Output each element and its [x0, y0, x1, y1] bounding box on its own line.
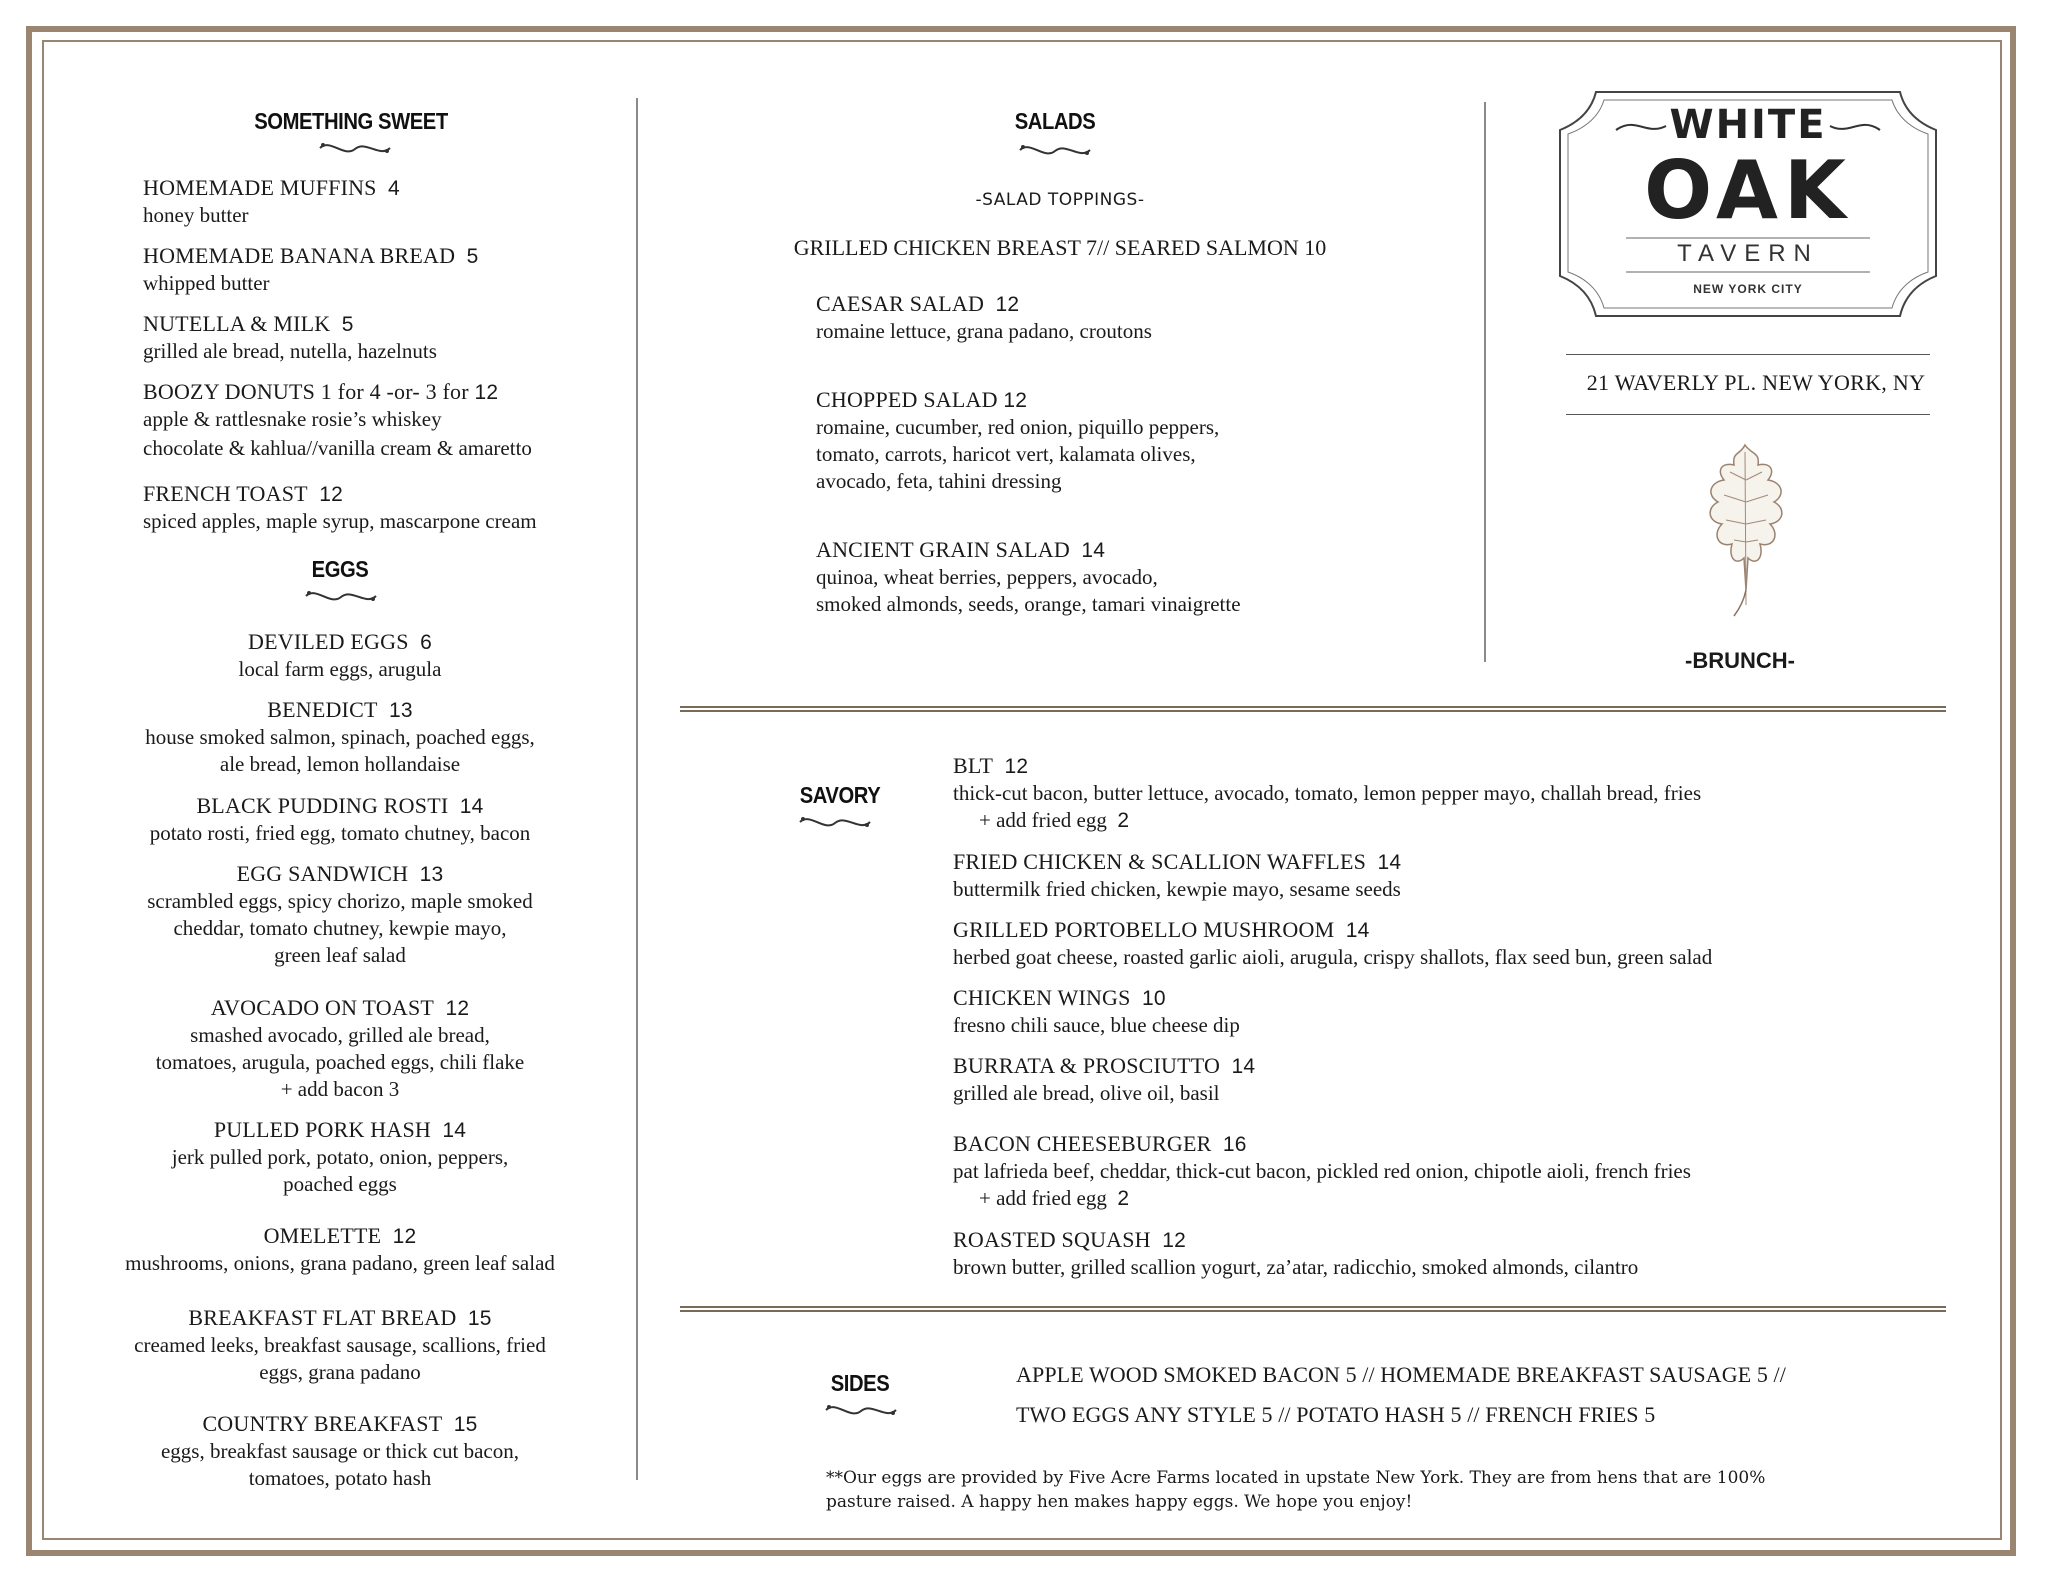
- item-description: quinoa, wheat berries, peppers, avocado,: [816, 565, 1158, 589]
- menu-item-pulled-pork-hash: [70, 1116, 610, 1198]
- item-description: creamed leeks, breakfast sausage, scallions, fried: [134, 1333, 546, 1357]
- restaurant-address: 21 WAVERLY PL. NEW YORK, NY: [1586, 370, 1926, 395]
- item-description: brown butter, grilled scallion yogurt, za’atar, radicchio, smoked almonds, cilantro: [953, 1255, 1639, 1279]
- item-price: 14: [1231, 1055, 1256, 1078]
- menu-item-blt: [953, 752, 1953, 834]
- item-description: house smoked salmon, spinach, poached eggs,: [145, 725, 535, 749]
- item-name: BLACK PUDDING ROSTI: [196, 793, 449, 818]
- item-price: 12: [1162, 1229, 1186, 1252]
- item-name: BENEDICT: [267, 697, 378, 722]
- section-heading-sides: SIDES: [830, 1370, 890, 1396]
- menu-item-homemade-muffins: [143, 174, 643, 229]
- item-description: romaine lettuce, grana padano, croutons: [816, 319, 1152, 343]
- item-description-line2: tomatoes, potato hash: [248, 1466, 432, 1490]
- egg-sourcing-footnote: [826, 1466, 1826, 1514]
- menu-item-avocado-on-toast: [70, 994, 610, 1103]
- item-description-line2: cheddar, tomato chutney, kewpie mayo,: [173, 916, 507, 940]
- item-name: BLT: [953, 753, 994, 778]
- item-name: CHOPPED SALAD: [816, 387, 998, 412]
- address-rule-top: [1566, 354, 1930, 355]
- item-name: EGG SANDWICH: [236, 861, 409, 886]
- oak-leaf-icon: [1690, 440, 1800, 620]
- menu-item-french-toast: [143, 480, 643, 535]
- item-price: 12: [1004, 755, 1029, 778]
- salad-toppings-label: -SALAD TOPPINGS-: [975, 190, 1145, 210]
- logo-word-white: WHITE: [1669, 102, 1827, 148]
- item-description-line3: green leaf salad: [274, 943, 406, 967]
- item-description: pat lafrieda beef, cheddar, thick-cut bacon, pickled red onion, chipotle aioli, french fries: [953, 1159, 1691, 1183]
- item-name: BACON CHEESEBURGER: [953, 1131, 1212, 1156]
- item-price: 12: [445, 997, 470, 1020]
- item-description: mushrooms, onions, grana padano, green leaf salad: [125, 1251, 555, 1275]
- column-divider-right: [1484, 102, 1486, 662]
- item-description-line2: chocolate & kahlua//vanilla cream & amaretto: [143, 436, 532, 460]
- item-description: fresno chili sauce, blue cheese dip: [953, 1013, 1240, 1037]
- item-name: PULLED PORK HASH: [213, 1117, 431, 1142]
- item-price: 13: [419, 863, 444, 886]
- menu-item-chicken-wings: [953, 984, 1953, 1039]
- item-description: apple & rattlesnake rosie’s whiskey: [143, 407, 442, 431]
- item-name: BREAKFAST FLAT BREAD: [188, 1305, 457, 1330]
- item-price: 4: [388, 177, 400, 200]
- item-description: scrambled eggs, spicy chorizo, maple smoked: [147, 889, 533, 913]
- swirl-ornament-icon: [304, 588, 378, 606]
- section-heading-something-sweet: SOMETHING SWEET: [254, 108, 448, 134]
- menu-item-burrata-prosciutto: [953, 1052, 1953, 1107]
- menu-item-bacon-cheeseburger: [953, 1130, 1953, 1212]
- item-price: 14: [459, 795, 484, 818]
- column-divider-left: [636, 98, 638, 1480]
- item-name: FRENCH TOAST: [143, 481, 308, 506]
- item-price: 12: [995, 293, 1020, 316]
- item-addon: + add fried egg 2: [979, 1186, 1130, 1210]
- menu-item-homemade-banana-bread: [143, 242, 643, 297]
- item-description: potato rosti, fried egg, tomato chutney, bacon: [149, 821, 531, 845]
- menu-item-country-breakfast: [70, 1410, 610, 1492]
- item-description-line2: smoked almonds, seeds, orange, tamari vinaigrette: [816, 592, 1241, 616]
- footnote-line-2: pasture raised. A happy hen makes happy eggs. We hope you enjoy!: [826, 1492, 1413, 1512]
- item-price: 14: [442, 1119, 467, 1142]
- item-name: NUTELLA & MILK: [143, 311, 331, 336]
- menu-item-egg-sandwich: [70, 860, 610, 969]
- item-price: 14: [1345, 919, 1370, 942]
- salad-toppings-line: GRILLED CHICKEN BREAST 7// SEARED SALMON 10: [793, 235, 1327, 260]
- item-price: 14: [1081, 539, 1106, 562]
- item-name: COUNTRY BREAKFAST: [202, 1411, 443, 1436]
- section-heading-savory: SAVORY: [799, 782, 881, 808]
- item-price: 12: [392, 1225, 417, 1248]
- menu-item-caesar-salad: [816, 290, 1436, 345]
- item-price: 5: [466, 245, 479, 268]
- item-description: grilled ale bread, nutella, hazelnuts: [143, 339, 437, 363]
- item-price: 12: [1003, 389, 1028, 412]
- item-description: buttermilk fried chicken, kewpie mayo, sesame seeds: [953, 877, 1401, 901]
- section-heading-eggs: EGGS: [311, 556, 369, 582]
- section-heading-salads: SALADS: [1014, 108, 1096, 134]
- item-description: romaine, cucumber, red onion, piquillo peppers,: [816, 415, 1220, 439]
- swirl-ornament-icon: [798, 814, 872, 832]
- item-price: 15: [453, 1413, 478, 1436]
- item-price: 12: [474, 381, 499, 404]
- item-name: BURRATA & PROSCIUTTO: [953, 1053, 1221, 1078]
- restaurant-logo: [1556, 86, 1940, 322]
- item-price: 12: [319, 483, 343, 506]
- swirl-ornament-icon: [1018, 142, 1092, 160]
- item-description: local farm eggs, arugula: [238, 657, 442, 681]
- item-description-line2: poached eggs: [283, 1172, 397, 1196]
- item-name: FRIED CHICKEN & SCALLION WAFFLES: [953, 849, 1367, 874]
- item-description: spiced apples, maple syrup, mascarpone cream: [143, 509, 537, 533]
- item-description-line2: ale bread, lemon hollandaise: [219, 752, 461, 776]
- item-description-line3: avocado, feta, tahini dressing: [816, 469, 1062, 493]
- section-divider-bottom: [680, 1306, 1946, 1312]
- menu-item-omelette: [70, 1222, 610, 1277]
- item-name: ANCIENT GRAIN SALAD: [816, 537, 1070, 562]
- item-name: AVOCADO ON TOAST: [210, 995, 435, 1020]
- section-divider-top: [680, 706, 1946, 712]
- item-addon: + add bacon 3: [280, 1077, 400, 1101]
- address-rule-bottom: [1566, 414, 1930, 415]
- menu-item-ancient-grain-salad: [816, 536, 1436, 618]
- item-name: OMELETTE: [263, 1223, 382, 1248]
- logo-city: NEW YORK CITY: [1693, 282, 1803, 296]
- item-description-line2: eggs, grana padano: [259, 1360, 421, 1384]
- item-price: 10: [1142, 987, 1166, 1010]
- item-description: jerk pulled pork, potato, onion, peppers,: [171, 1145, 509, 1169]
- item-addon: + add fried egg 2: [979, 808, 1130, 832]
- item-name: HOMEMADE MUFFINS: [143, 175, 377, 200]
- menu-item-chopped-salad: [816, 386, 1436, 495]
- item-description: thick-cut bacon, butter lettuce, avocado, tomato, lemon pepper mayo, challah bread, fries: [953, 781, 1702, 805]
- item-name: DEVILED EGGS: [248, 629, 409, 654]
- footnote-line-1: **Our eggs are provided by Five Acre Farms located in upstate New York. They are from hens that are 100%: [826, 1468, 1766, 1488]
- item-price: 5: [341, 313, 354, 336]
- logo-word-tavern: TAVERN: [1677, 240, 1819, 267]
- item-name: ROASTED SQUASH: [953, 1227, 1151, 1252]
- item-price: 14: [1377, 851, 1402, 874]
- item-name: BOOZY DONUTS 1 for 4 -or- 3 for: [143, 379, 469, 404]
- item-price: 13: [389, 699, 413, 722]
- item-description: honey butter: [143, 203, 249, 227]
- item-description: grilled ale bread, olive oil, basil: [953, 1081, 1220, 1105]
- sides-line-2: TWO EGGS ANY STYLE 5 // POTATO HASH 5 // FRENCH FRIES 5: [1016, 1402, 1656, 1427]
- menu-item-breakfast-flat-bread: [70, 1304, 610, 1386]
- menu-item-black-pudding-rosti: [70, 792, 610, 847]
- menu-item-fried-chicken-waffles: [953, 848, 1953, 903]
- logo-word-oak: OAK: [1644, 144, 1852, 237]
- item-name: GRILLED PORTOBELLO MUSHROOM: [953, 917, 1335, 942]
- swirl-ornament-icon: [824, 1402, 898, 1420]
- item-name: HOMEMADE BANANA BREAD: [143, 243, 456, 268]
- menu-item-grilled-portobello: [953, 916, 1953, 971]
- item-name: CAESAR SALAD: [816, 291, 985, 316]
- item-name: CHICKEN WINGS: [953, 985, 1131, 1010]
- menu-item-benedict: [70, 696, 610, 778]
- item-price: 6: [420, 631, 432, 654]
- item-description: smashed avocado, grilled ale bread,: [190, 1023, 490, 1047]
- menu-item-boozy-donuts: [143, 378, 643, 462]
- swirl-ornament-icon: [318, 140, 392, 158]
- item-description-line2: tomato, carrots, haricot vert, kalamata olives,: [816, 442, 1196, 466]
- item-price: 16: [1222, 1133, 1247, 1156]
- item-description: whipped butter: [143, 271, 270, 295]
- menu-item-nutella-milk: [143, 310, 643, 365]
- menu-item-roasted-squash: [953, 1226, 1953, 1281]
- item-description-line2: tomatoes, arugula, poached eggs, chili flake: [155, 1050, 525, 1074]
- item-price: 15: [467, 1307, 492, 1330]
- sides-line-1: APPLE WOOD SMOKED BACON 5 // HOMEMADE BREAKFAST SAUSAGE 5 //: [1016, 1362, 1786, 1387]
- menu-title: -BRUNCH-: [1685, 648, 1795, 673]
- menu-item-deviled-eggs: [70, 628, 610, 683]
- item-description: eggs, breakfast sausage or thick cut bacon,: [160, 1439, 520, 1463]
- item-description: herbed goat cheese, roasted garlic aioli, arugula, crispy shallots, flax seed bun, green salad: [953, 945, 1713, 969]
